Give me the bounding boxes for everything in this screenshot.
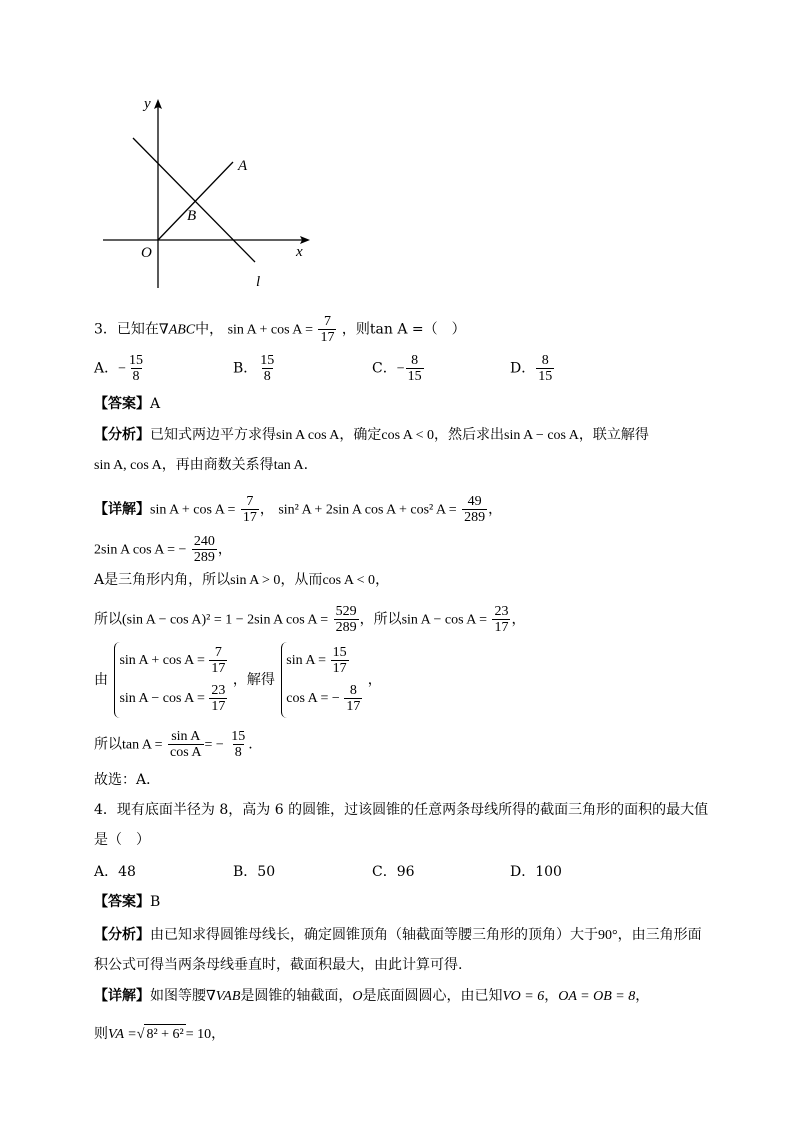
label-a: A: [238, 158, 248, 174]
option-text: 96: [396, 864, 415, 880]
frac-den: 17: [332, 661, 347, 677]
q3-option-b[interactable]: [233, 353, 277, 384]
q4-detail-line2: [94, 1024, 225, 1045]
detail-text: ，解得: [232, 672, 275, 688]
frac-num: 7: [214, 645, 222, 661]
frac-num: 15: [129, 353, 144, 368]
analysis-text: ，然后求出: [434, 427, 505, 443]
q3-detail-line6: [94, 729, 253, 760]
q3-frac: [318, 314, 336, 345]
solution-brace: [281, 642, 363, 718]
answer-tag: 【答案】: [94, 396, 150, 412]
detail-math: sin A + cos A =: [150, 502, 236, 518]
analysis-math: cos A < 0: [381, 428, 435, 443]
detail-text: .: [248, 736, 253, 753]
analysis-text: ，再由商数关系得: [161, 457, 274, 473]
frac-den: cos A: [170, 745, 202, 760]
analysis-text: 由已知求得圆锥母线长，确定圆锥顶角（轴截面等腰三角形的顶角）大于: [150, 927, 598, 943]
system-math: sin A =: [286, 653, 327, 668]
coordinate-figure: [95, 90, 325, 295]
q4-detail-line1: [94, 986, 649, 1007]
frac-num: 23: [494, 604, 509, 619]
detail-text: 所以: [94, 736, 122, 753]
frac-den: 15: [407, 369, 422, 384]
analysis-text: ，联立解得: [578, 427, 649, 443]
q4-option-a[interactable]: [94, 861, 136, 881]
q3-detail-line4: [94, 604, 525, 635]
detail-frac: [192, 534, 217, 565]
q3-analysis-line1: [94, 425, 649, 446]
q3-detail-line1: [94, 494, 502, 525]
option-letter: B．: [233, 360, 258, 377]
system-frac: [331, 645, 349, 676]
detail-text: ，: [511, 611, 526, 628]
q4-analysis-line1: [94, 925, 702, 946]
option-letter: C．: [372, 360, 397, 377]
q4-analysis-line2: 积公式可得当两条母线垂直时，截面积最大，由此计算可得.: [94, 957, 463, 973]
detail-text: 是底面圆圆心，由已知: [362, 988, 503, 1004]
option-text: 48: [118, 864, 136, 880]
detail-text: 则: [94, 1026, 108, 1042]
q3-stem-suffix: ，则tan A =（ ）: [341, 321, 466, 338]
frac-den: 8: [234, 745, 242, 760]
option-sign: −: [396, 361, 405, 377]
answer-value: A: [150, 396, 161, 412]
frac-den: 17: [494, 620, 509, 635]
q3-detail-system: [94, 642, 382, 718]
frac-den: 17: [346, 699, 361, 715]
q3-frac-den: 17: [320, 330, 335, 345]
analysis-math: sin A, cos A: [94, 458, 162, 473]
sqrt-symbol: √: [136, 1027, 145, 1042]
detail-text: ，: [367, 672, 382, 688]
q3-stem-prefix: 3．已知在: [94, 321, 159, 338]
detail-frac: [168, 729, 204, 760]
option-letter: B．: [233, 864, 258, 880]
option-text: 100: [535, 864, 562, 880]
detail-frac: [492, 604, 510, 635]
system-math: sin A + cos A =: [119, 653, 205, 668]
analysis-text: ，确定: [339, 427, 382, 443]
frac-den: 17: [242, 510, 257, 525]
q3-detail-line2: [94, 534, 232, 565]
q3-option-c[interactable]: [372, 353, 425, 384]
frac-den: 289: [464, 510, 486, 525]
detail-math: tan A =: [122, 737, 163, 753]
option-frac: [258, 353, 276, 384]
label-o: O: [141, 245, 152, 261]
system-row: [119, 680, 228, 718]
analysis-math: sin A − cos A: [504, 428, 579, 443]
detail-math: = 10: [185, 1027, 212, 1042]
frac-den: 8: [132, 369, 140, 384]
analysis-tag: 【分析】: [94, 427, 150, 443]
detail-math: = −: [204, 737, 224, 753]
frac-den: 8: [263, 369, 271, 384]
q4-stem-line2: 是（ ）: [94, 832, 150, 848]
system-frac: [344, 683, 362, 714]
detail-frac: [241, 494, 259, 525]
detail-text: ，: [259, 501, 274, 518]
frac-num: sin A: [171, 729, 201, 744]
detail-math: (sin A − cos A)² = 1 − 2sin A cos A =: [122, 612, 329, 628]
detail-frac: [334, 604, 359, 635]
q3-triangle: ∇ABC: [158, 322, 196, 338]
frac-num: 7: [246, 494, 254, 509]
q3-stem-mid: 中，: [195, 321, 224, 338]
detail-text: ，所以: [359, 611, 402, 628]
frac-num: 529: [335, 604, 357, 619]
line-l: [133, 138, 255, 262]
system-math: cos A = −: [286, 691, 340, 706]
frac-den: 17: [211, 661, 226, 677]
q4-option-d[interactable]: [510, 861, 562, 881]
option-letter: A．: [94, 360, 119, 377]
detail-math: VA =: [108, 1027, 137, 1042]
system-math: sin A − cos A =: [119, 691, 205, 706]
frac-num: 15: [231, 729, 246, 744]
option-letter: A．: [94, 864, 119, 880]
frac-den: 289: [335, 620, 357, 635]
option-sign: −: [118, 361, 127, 377]
system-frac: [209, 683, 227, 714]
detail-text: ，: [488, 501, 503, 518]
detail-math: OA = OB = 8: [558, 989, 636, 1004]
q3-option-a[interactable]: [94, 353, 146, 384]
detail-math: VO = 6: [502, 989, 545, 1004]
answer-tag: 【答案】: [94, 894, 150, 910]
analysis-math: sin A cos A: [276, 428, 340, 443]
q3-detail-line3: [94, 570, 389, 591]
q4-option-c[interactable]: [372, 861, 415, 881]
detail-text: ，: [635, 988, 650, 1004]
label-l: l: [256, 274, 261, 290]
q3-answer: [94, 394, 160, 414]
detail-tag: 【详解】: [94, 988, 150, 1004]
option-frac: [127, 353, 145, 384]
option-letter: C．: [372, 864, 397, 880]
q3-analysis-line2: [94, 455, 308, 476]
system-brace: [114, 642, 228, 718]
detail-frac: [229, 729, 247, 760]
frac-num: 8: [411, 353, 419, 368]
frac-den: 289: [193, 550, 215, 565]
frac-den: 15: [538, 369, 553, 384]
frac-den: 17: [211, 699, 226, 715]
frac-num: 23: [211, 683, 226, 699]
q3-frac-num: 7: [323, 314, 331, 329]
detail-math: 2sin A cos A = −: [94, 542, 187, 558]
detail-text: A是三角形内角，所以: [94, 572, 231, 588]
detail-math: O: [352, 989, 363, 1004]
detail-text: 由: [94, 672, 108, 688]
detail-text: ，: [544, 988, 559, 1004]
label-x: x: [296, 244, 303, 260]
q3-conclusion: 故选：A．: [94, 772, 161, 788]
label-b: B: [187, 208, 197, 224]
frac-num: 15: [260, 353, 275, 368]
option-text: 50: [257, 864, 276, 880]
detail-text: ，: [217, 541, 232, 558]
analysis-math: 90°: [598, 928, 618, 943]
detail-text: ，从而: [280, 572, 323, 588]
frac-num: 8: [349, 683, 357, 699]
detail-frac: [462, 494, 487, 525]
q4-answer: [94, 892, 160, 912]
q4-stem-line1: 4．现有底面半径为 8，高为 6 的圆锥，过该圆锥的任意两条母线所得的截面三角形的面积的最大值: [94, 802, 709, 818]
system-row: [286, 642, 363, 680]
system-frac: [209, 645, 227, 676]
detail-text: 是圆锥的轴截面，: [240, 988, 353, 1004]
detail-tag: 【详解】: [94, 501, 150, 518]
q3-option-d[interactable]: [510, 353, 555, 384]
analysis-text: .: [303, 457, 309, 473]
analysis-math: tan A: [273, 458, 304, 473]
analysis-text: ，由三角形面: [617, 927, 702, 943]
detail-math: sin A − cos A =: [401, 612, 488, 628]
sqrt-radicand: 8² + 6²: [144, 1024, 185, 1045]
label-y: y: [144, 96, 151, 112]
option-frac: [536, 353, 554, 384]
frac-num: 240: [193, 534, 215, 549]
system-row: [286, 680, 363, 718]
detail-text: ，: [211, 1026, 226, 1042]
q3-stem: [94, 314, 466, 345]
detail-text: ，: [375, 572, 390, 588]
q3-expr: sin A + cos A =: [227, 322, 314, 338]
analysis-text: 已知式两边平方求得: [150, 427, 276, 443]
frac-num: 8: [541, 353, 549, 368]
frac-num: 15: [332, 645, 347, 661]
system-row: [119, 642, 228, 680]
detail-math: ∇VAB: [206, 989, 241, 1004]
q4-option-b[interactable]: [233, 861, 275, 881]
detail-text: 所以: [94, 611, 122, 628]
option-frac: [406, 353, 424, 384]
answer-value: B: [150, 894, 161, 910]
frac-num: 49: [467, 494, 482, 509]
option-letter: D．: [510, 360, 536, 377]
option-letter: D．: [510, 864, 536, 880]
detail-math: sin² A + 2sin A cos A + cos² A =: [278, 502, 457, 518]
analysis-tag: 【分析】: [94, 927, 150, 943]
detail-text: 如图等腰: [150, 988, 206, 1004]
detail-math: sin A > 0: [230, 573, 281, 588]
detail-math: cos A < 0: [322, 573, 376, 588]
